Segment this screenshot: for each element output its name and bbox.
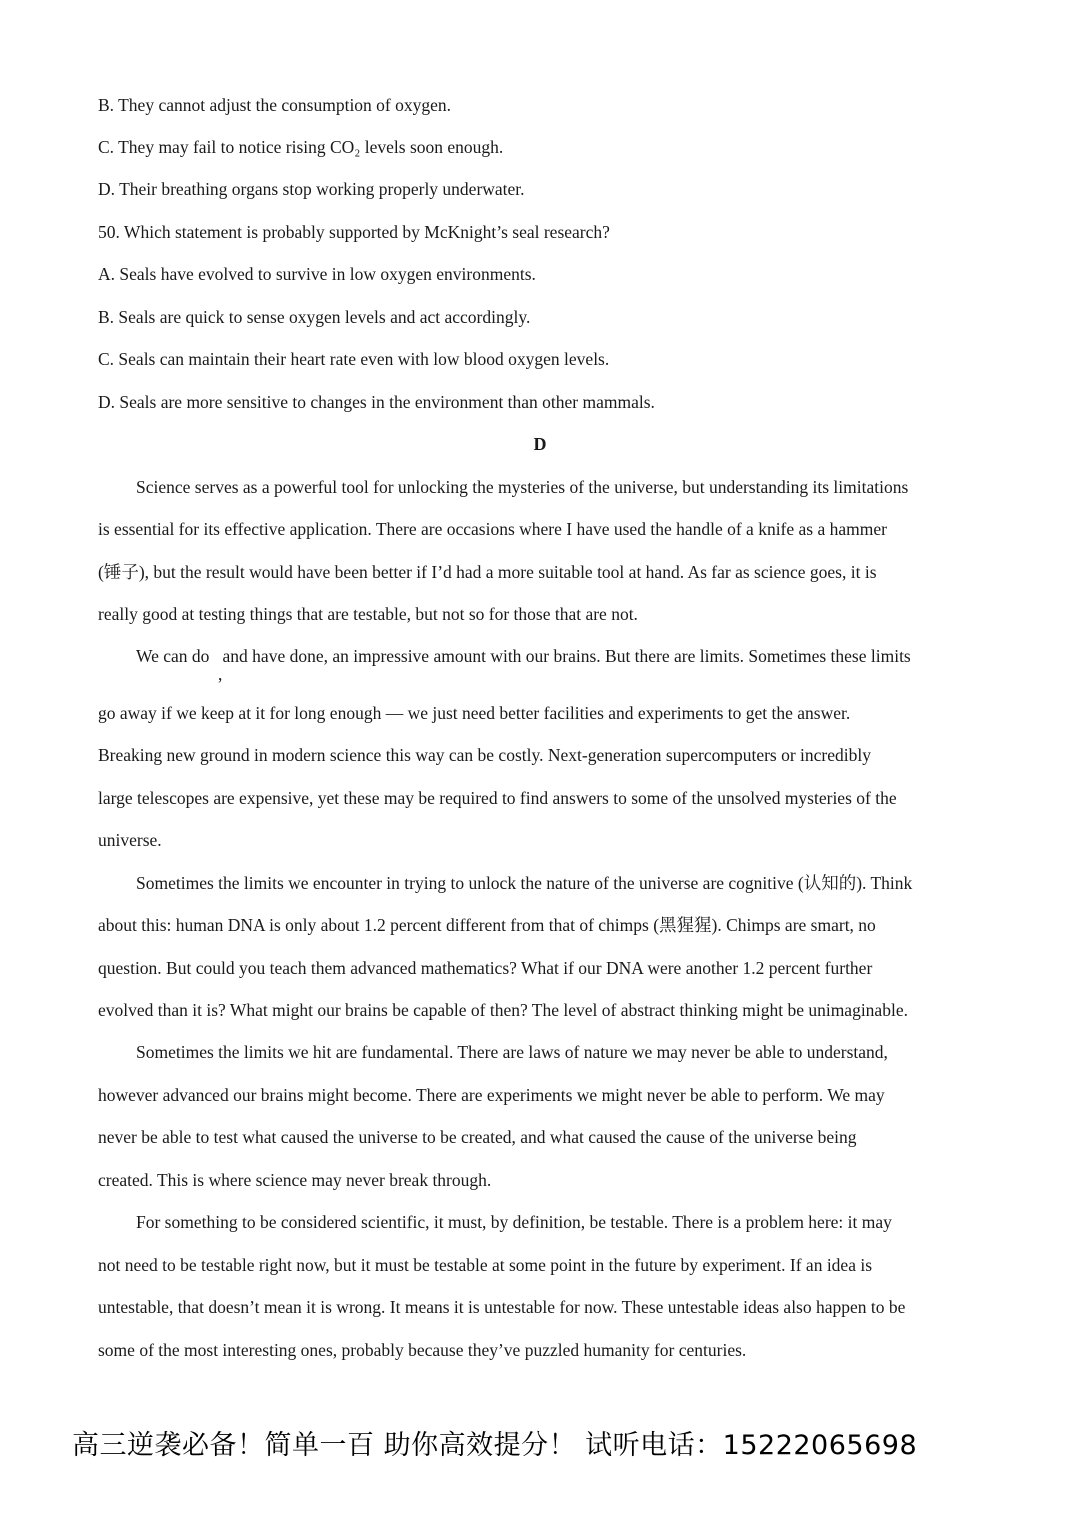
passage-line: is essential for its effective application. There are occasions where I have used the handle of a knife as a hammer	[98, 519, 887, 539]
q50-option-d: D. Seals are more sensitive to changes in the environment than other mammals.	[98, 392, 655, 412]
q49-option-c: C. They may fail to notice rising CO₂ levels soon enough.	[98, 137, 504, 157]
q50-option-c: C. Seals can maintain their heart rate even with low blood oxygen levels.	[98, 349, 610, 369]
q49-option-b: B. They cannot adjust the consumption of oxygen.	[98, 95, 452, 115]
passage-line: (锤子), but the result would have been better if I’d had a more suitable tool at hand. As far as science goes, it is	[98, 562, 877, 582]
passage-line: about this: human DNA is only about 1.2 percent different from that of chimps (黑猩猩). Chimps are smart, no	[98, 915, 876, 935]
passage-line: universe.	[98, 830, 162, 850]
passage-line: go away if we keep at it for long enough — we just need better facilities and experiments to get the answer.	[98, 703, 851, 723]
q50-option-a: A. Seals have evolved to survive in low oxygen environments.	[98, 264, 536, 284]
passage-line: created. This is where science may never break through.	[98, 1170, 492, 1190]
q49-option-d: D. Their breathing organs stop working properly underwater.	[98, 179, 525, 199]
passage-line: Breaking new ground in modern science this way can be costly. Next-generation supercomputers or incredibly	[98, 745, 871, 765]
section-heading: D	[533, 434, 547, 454]
passage-line: never be able to test what caused the universe to be created, and what caused the cause of the universe being	[98, 1127, 857, 1147]
q50-option-b: B. Seals are quick to sense oxygen levels and act accordingly.	[98, 307, 531, 327]
passage-line: untestable, that doesn’t mean it is wrong. It means it is untestable for now. These untestable ideas also happen to be	[98, 1297, 906, 1317]
passage-line: some of the most interesting ones, probably because they’ve puzzled humanity for centuries.	[98, 1340, 747, 1360]
passage-line: We can do and have done, an impressive amount with our brains. But there are limits. Sometimes these limits	[136, 646, 911, 666]
passage-line: Sometimes the limits we hit are fundamental. There are laws of nature we may never be able to understand,	[136, 1042, 888, 1062]
passage-line: For something to be considered scientific, it must, by definition, be testable. There is a problem here: it may	[136, 1212, 892, 1232]
passage-line: evolved than it is? What might our brains be capable of then? The level of abstract thinking might be unimaginable.	[98, 1000, 908, 1020]
passage-line: however advanced our brains might become. There are experiments we might never be able to perform. We may	[98, 1085, 885, 1105]
footer-ad-banner: 高三逆袭必备！简单一百 助你高效提分！ 试听电话：15222065698	[72, 1430, 918, 1461]
passage-line: large telescopes are expensive, yet these may be required to find answers to some of the unsolved mysteries of the	[98, 788, 897, 808]
q50-question: 50. Which statement is probably supported by McKnight’s seal research?	[98, 222, 610, 242]
passage-line: not need to be testable right now, but it must be testable at some point in the future by experiment. If an idea is	[98, 1255, 873, 1275]
passage-line: Science serves as a powerful tool for unlocking the mysteries of the universe, but understanding its limitations	[136, 477, 909, 497]
passage-line: really good at testing things that are testable, but not so for those that are not.	[98, 604, 638, 624]
stray-comma-mark: ,	[218, 664, 223, 684]
passage-line: question. But could you teach them advanced mathematics? What if our DNA were another 1.2 percent further	[98, 958, 873, 978]
passage-line: Sometimes the limits we encounter in trying to unlock the nature of the universe are cognitive (认知的). Think	[136, 873, 913, 893]
